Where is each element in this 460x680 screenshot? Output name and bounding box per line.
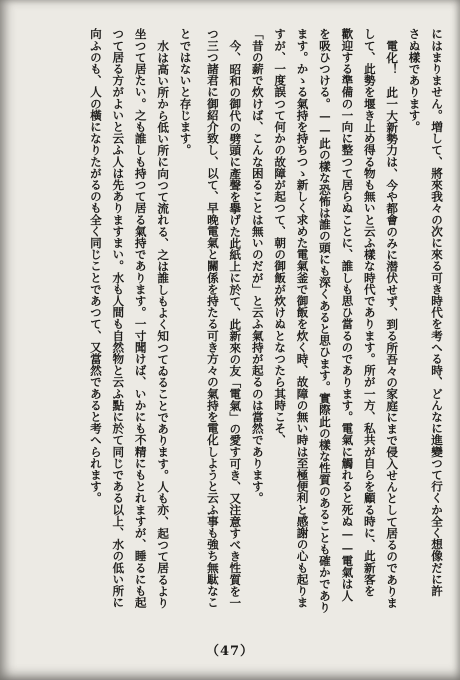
text-column-8: すが、一度誤つて何かの故障が起つて、朝の御飯が炊けぬとなつたら其時こそ、 bbox=[273, 28, 288, 446]
text-column-7: ます。かゝる氣持を持ちつゝ新しく求めた電氣釜で御飯を炊く時、故障の無い時は至極便利と感謝の心も起りま bbox=[295, 28, 310, 608]
text-column-13: 水は高い所から低い所に向つて流れる、之は誰しもよく知つてゐることであります。人も亦、起つて居るより bbox=[156, 39, 171, 608]
text-column-15: つて居る方がよいと云ふ人は先ありますまい。水も人間も自然物と云ふ點に於て同じである以上、水の低い所に bbox=[111, 28, 126, 608]
text-column-3: 電化！ 此一大新勢力は、今や都會のみに潜伏せず、到る所吾々の家庭にまで侵入せんとして居るのでありま bbox=[385, 39, 400, 608]
text-column-1: にはまりません。増して、將來我々の次に來る可き時代を考へる時、どんなに進變つて行くか全く想像だに許 bbox=[430, 28, 444, 597]
text-column-16: 向ふのも、人の橫になりたがるのも全く同じことであつて、又當然であると考へられます。 bbox=[88, 28, 103, 504]
text-column-4: して、此勢を堰き止め得る物も無いと云ふ樣な時代であります。所が一方、私共が自らを顧る時に、此新客を bbox=[362, 28, 377, 597]
text-column-6: を吸ひつける。——此の樣な恐怖は誰の頭にも深くあると思ひます。實際此の樣な性質のあることも確かであり bbox=[317, 28, 332, 613]
text-column-11: つ三つ諸君に御紹介致し、以て、早晚電氣と關係を持たる可き方々の氣持を電化しようと云ふ事も強ち無駄なこ bbox=[205, 28, 220, 608]
text-column-9: 「昔の薪で炊けば、こんな困ることは無いのだが」と云ふ氣持が起るのは當然であります。 bbox=[250, 28, 265, 504]
text-column-14: 坐つて居たい。之も誰しも持つて居る氣持であります。一寸聞けば、いかにも不精にもとれますが、睡るにも起 bbox=[133, 28, 148, 608]
page-number: （47） bbox=[205, 644, 255, 659]
text-column-2: さぬ樣であります。 bbox=[407, 28, 422, 133]
text-column-10: 今、昭和の御代の劈頭に產聲を擧げた此紙上に於て、此新來の友「電氣」の愛す可き、又注意すべき性質を一 bbox=[228, 39, 243, 608]
text-column-12: とではないと存じます。 bbox=[178, 28, 193, 156]
vertical-text-body bbox=[86, 28, 448, 636]
text-column-5: 歡迎する準備の一向に整つて居らぬことに、誰しも思ひ當るのであります。電氣に觸れると死ぬ——電氣は人 bbox=[340, 28, 355, 602]
